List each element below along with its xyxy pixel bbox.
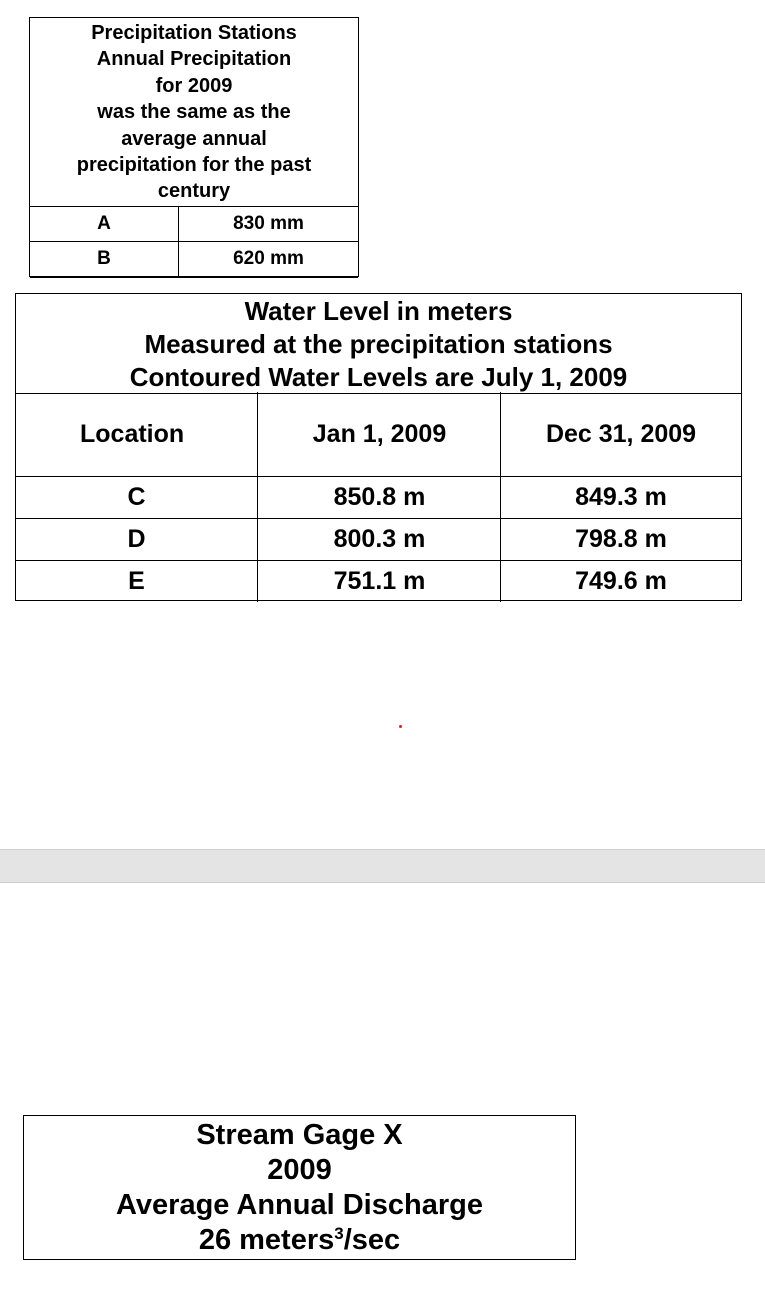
table-row bbox=[16, 560, 741, 602]
discharge-value: 26 meters bbox=[198, 1224, 335, 1256]
title-line: was the same as the bbox=[97, 101, 291, 124]
location-cell: C bbox=[127, 483, 146, 511]
stream-gage-year: 2009 bbox=[267, 1154, 332, 1186]
precipitation-table-title bbox=[30, 20, 358, 205]
stream-gage-title: Stream Gage X bbox=[196, 1119, 403, 1151]
precipitation-table bbox=[29, 17, 359, 277]
location-cell: D bbox=[127, 525, 146, 553]
column-header-location: Location bbox=[80, 420, 185, 448]
title-line: Water Level in meters bbox=[244, 296, 513, 326]
separator-band bbox=[0, 849, 765, 883]
stream-gage-label: Average Annual Discharge bbox=[116, 1189, 483, 1221]
table-row bbox=[16, 476, 741, 519]
title-line: century bbox=[157, 180, 231, 203]
precipitation-value: 830 mm bbox=[178, 207, 358, 243]
table-header-row bbox=[16, 392, 741, 477]
column-header-jan: Jan 1, 2009 bbox=[257, 392, 501, 476]
discharge-unit: /sec bbox=[343, 1224, 401, 1256]
jan-level-cell: 850.8 m bbox=[257, 476, 501, 518]
title-line: average annual bbox=[121, 127, 267, 150]
stream-gage-discharge bbox=[24, 1223, 575, 1258]
jan-level-cell: 751.1 m bbox=[257, 560, 501, 602]
title-line: for 2009 bbox=[155, 74, 233, 97]
table-row bbox=[30, 206, 358, 243]
discharge-exponent: 3 bbox=[334, 1224, 344, 1243]
marker-dot bbox=[399, 725, 402, 728]
title-line: Annual Precipitation bbox=[96, 48, 292, 71]
station-label: A bbox=[97, 213, 111, 234]
table-row bbox=[16, 518, 741, 561]
stream-gage-box bbox=[23, 1115, 576, 1260]
water-level-table-title bbox=[16, 294, 741, 394]
station-label: B bbox=[97, 248, 111, 269]
dec-level-cell: 849.3 m bbox=[500, 476, 741, 518]
dec-level-cell: 798.8 m bbox=[500, 518, 741, 560]
location-cell: E bbox=[128, 567, 145, 595]
jan-level-cell: 800.3 m bbox=[257, 518, 501, 560]
precipitation-value: 620 mm bbox=[178, 242, 358, 277]
title-line: Precipitation Stations bbox=[91, 22, 297, 44]
dec-level-cell: 749.6 m bbox=[500, 560, 741, 602]
table-row bbox=[30, 241, 358, 278]
title-line: precipitation for the past bbox=[76, 154, 312, 177]
water-level-table bbox=[15, 293, 742, 601]
title-line: Measured at the precipitation stations bbox=[144, 329, 613, 359]
title-line: Contoured Water Levels are July 1, 2009 bbox=[129, 362, 628, 392]
column-header-dec: Dec 31, 2009 bbox=[500, 392, 741, 476]
